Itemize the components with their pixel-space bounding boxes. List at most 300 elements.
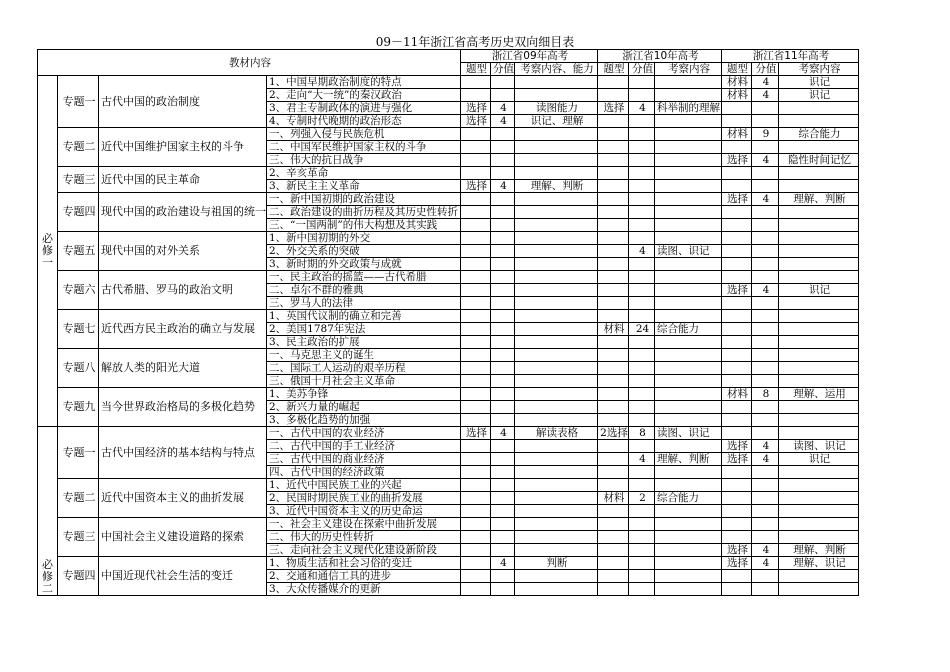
cell-2011-score: 8 xyxy=(752,388,779,401)
cell-2009-type xyxy=(461,154,491,167)
cell-2011-type xyxy=(722,258,752,271)
item-text: 1、近代中国民族工业的兴起 xyxy=(267,479,461,492)
cell-2010-type xyxy=(598,505,629,518)
cell-2011-score xyxy=(752,245,779,258)
item-text: 3、多极化趋势的加强 xyxy=(267,414,461,427)
cell-2010-type xyxy=(598,544,629,557)
cell-2011-content xyxy=(779,518,859,531)
cell-2011-type xyxy=(722,245,752,258)
cell-2010-content xyxy=(655,89,722,102)
cell-2009-score xyxy=(491,128,515,141)
item-text: 一、马克思主义的诞生 xyxy=(267,349,461,362)
cell-2010-score xyxy=(629,479,655,492)
cell-2010-content xyxy=(655,518,722,531)
table-row xyxy=(38,232,859,245)
section-label: 必修二 xyxy=(38,427,58,596)
topic-name: 近代西方民主政治的确立与发展 xyxy=(99,310,267,349)
cell-2011-type xyxy=(722,414,752,427)
cell-2010-type xyxy=(598,557,629,570)
cell-2010-score xyxy=(629,518,655,531)
item-text: 2、走向“大一统”的秦汉政治 xyxy=(267,89,461,102)
cell-2011-score xyxy=(752,492,779,505)
cell-2011-type xyxy=(722,115,752,128)
cell-2011-content xyxy=(779,583,859,596)
cell-2009-type xyxy=(461,349,491,362)
cell-2011-score xyxy=(752,115,779,128)
topic-code: 专题四 xyxy=(58,193,99,232)
cell-2011-type: 材料 xyxy=(722,128,752,141)
cell-2010-score xyxy=(629,388,655,401)
topic-name: 古代中国经济的基本结构与特点 xyxy=(99,427,267,479)
cell-2011-score: 4 xyxy=(752,193,779,206)
cell-2011-type xyxy=(722,505,752,518)
cell-2009-type xyxy=(461,401,491,414)
cell-2009-type xyxy=(461,375,491,388)
cell-2010-type: 2选择 xyxy=(598,427,629,440)
cell-2009-score xyxy=(491,336,515,349)
topic-name: 现代中国的对外关系 xyxy=(99,232,267,271)
cell-2010-content xyxy=(655,115,722,128)
cell-2009-type xyxy=(461,258,491,271)
cell-2011-type xyxy=(722,362,752,375)
item-text: 2、新兴力量的崛起 xyxy=(267,401,461,414)
cell-2009-score xyxy=(491,76,515,89)
topic-name: 近代中国维护国家主权的斗争 xyxy=(99,128,267,167)
cell-2011-content xyxy=(779,141,859,154)
item-text: 3、民主政治的扩展 xyxy=(267,336,461,349)
cell-2010-type xyxy=(598,310,629,323)
cell-2009-score xyxy=(491,89,515,102)
cell-2011-type xyxy=(722,336,752,349)
cell-2011-type xyxy=(722,583,752,596)
cell-2010-score: 24 xyxy=(629,323,655,336)
cell-2010-score xyxy=(629,219,655,232)
cell-2010-score xyxy=(629,284,655,297)
item-text: 一、古代中国的农业经济 xyxy=(267,427,461,440)
cell-2009-content xyxy=(515,284,598,297)
table-row xyxy=(38,128,859,141)
cell-2010-score xyxy=(629,271,655,284)
item-text: 3、新时期的外交政策与成就 xyxy=(267,258,461,271)
cell-2011-content: 隐性时间记忆 xyxy=(779,154,859,167)
item-text: 二、古代中国的手工业经济 xyxy=(267,440,461,453)
item-text: 一、列强入侵与民族危机 xyxy=(267,128,461,141)
item-text: 三、古代中国的商业经济 xyxy=(267,453,461,466)
item-text: 1、新中国初期的外交 xyxy=(267,232,461,245)
cell-2010-score xyxy=(629,258,655,271)
item-text: 一、新中国初期的政治建设 xyxy=(267,193,461,206)
cell-2010-content xyxy=(655,414,722,427)
cell-2009-type xyxy=(461,323,491,336)
cell-2010-content xyxy=(655,232,722,245)
table-row xyxy=(38,479,859,492)
item-text: 二、中国军民维护国家主权的斗争 xyxy=(267,141,461,154)
cell-2011-type: 选择 xyxy=(722,154,752,167)
cell-2010-content xyxy=(655,362,722,375)
topic-code: 专题四 xyxy=(58,557,99,596)
cell-2009-score xyxy=(491,271,515,284)
item-text: 3、君主专制政体的演进与强化 xyxy=(267,102,461,115)
cell-2010-score xyxy=(629,570,655,583)
cell-2010-type xyxy=(598,89,629,102)
topic-name: 中国社会主义建设道路的探索 xyxy=(99,518,267,557)
cell-2009-type xyxy=(461,271,491,284)
cell-2010-type xyxy=(598,245,629,258)
cell-2010-content xyxy=(655,388,722,401)
topic-name: 现代中国的政治建设与祖国的统一 xyxy=(99,193,267,232)
cell-2009-score xyxy=(491,362,515,375)
cell-2009-type xyxy=(461,362,491,375)
cell-2011-type xyxy=(722,271,752,284)
cell-2011-content xyxy=(779,323,859,336)
cell-2010-content xyxy=(655,479,722,492)
group-header-2011: 浙江省11年高考 xyxy=(722,50,859,63)
cell-2011-type xyxy=(722,518,752,531)
cell-2010-content xyxy=(655,583,722,596)
cell-2011-content: 识记 xyxy=(779,89,859,102)
cell-2010-type xyxy=(598,349,629,362)
cell-2011-type xyxy=(722,232,752,245)
cell-2011-content: 理解、识记 xyxy=(779,557,859,570)
cell-2009-content xyxy=(515,518,598,531)
cell-2010-content xyxy=(655,349,722,362)
cell-2010-content xyxy=(655,557,722,570)
item-text: 二、伟大的历史性转折 xyxy=(267,531,461,544)
cell-2011-content xyxy=(779,401,859,414)
cell-2011-type xyxy=(722,206,752,219)
cell-2009-score xyxy=(491,245,515,258)
content-header: 教材内容 xyxy=(38,50,461,76)
cell-2009-type: 选择 xyxy=(461,180,491,193)
cell-2010-type xyxy=(598,258,629,271)
cell-2010-content: 综合能力 xyxy=(655,492,722,505)
cell-2009-score xyxy=(491,297,515,310)
cell-2011-type: 材料 xyxy=(722,89,752,102)
cell-2010-type xyxy=(598,414,629,427)
cell-2009-score xyxy=(491,440,515,453)
topic-name: 古代中国的政治制度 xyxy=(99,76,267,128)
cell-2011-content xyxy=(779,258,859,271)
cell-2009-type xyxy=(461,544,491,557)
item-text: 二、国际工人运动的艰辛历程 xyxy=(267,362,461,375)
cell-2009-content xyxy=(515,141,598,154)
cell-2011-score xyxy=(752,167,779,180)
cell-2011-content xyxy=(779,245,859,258)
cell-2009-content xyxy=(515,76,598,89)
cell-2010-type xyxy=(598,453,629,466)
cell-2010-type xyxy=(598,271,629,284)
cell-2011-score xyxy=(752,570,779,583)
cell-2009-type: 选择 xyxy=(461,102,491,115)
cell-2011-content xyxy=(779,167,859,180)
cell-2009-content: 理解、判断 xyxy=(515,180,598,193)
cell-2009-content xyxy=(515,271,598,284)
item-text: 一、社会主义建设在探索中曲折发展 xyxy=(267,518,461,531)
cell-2009-score xyxy=(491,323,515,336)
cell-2010-content: 读图、识记 xyxy=(655,427,722,440)
topic-code: 专题三 xyxy=(58,167,99,193)
cell-2009-content xyxy=(515,414,598,427)
cell-2010-type xyxy=(598,232,629,245)
cell-2009-type xyxy=(461,453,491,466)
cell-2009-score xyxy=(491,141,515,154)
cell-2009-type: 选择 xyxy=(461,427,491,440)
topic-code: 专题一 xyxy=(58,76,99,128)
cell-2009-content xyxy=(515,206,598,219)
cell-2010-content xyxy=(655,180,722,193)
cell-2009-content xyxy=(515,167,598,180)
table-row xyxy=(38,193,859,206)
cell-2011-type xyxy=(722,219,752,232)
cell-2009-content xyxy=(515,89,598,102)
header-row-groups xyxy=(38,50,859,63)
cell-2009-score xyxy=(491,531,515,544)
cell-2011-score xyxy=(752,414,779,427)
page-title: 09－11年浙江省高考历史双向细目表 xyxy=(375,35,575,49)
item-text: 3、新民主主义革命 xyxy=(267,180,461,193)
cell-2009-score xyxy=(491,375,515,388)
cell-2010-content xyxy=(655,284,722,297)
cell-2010-score: 8 xyxy=(629,427,655,440)
item-text: 2、交通和通信工具的进步 xyxy=(267,570,461,583)
cell-2010-content xyxy=(655,258,722,271)
cell-2011-score xyxy=(752,102,779,115)
cell-2010-content xyxy=(655,310,722,323)
table-row xyxy=(38,271,859,284)
item-text: 2、美国1787年宪法 xyxy=(267,323,461,336)
cell-2009-content xyxy=(515,310,598,323)
cell-2010-score xyxy=(629,414,655,427)
cell-2009-type xyxy=(461,440,491,453)
cell-2010-type xyxy=(598,154,629,167)
cell-2010-content xyxy=(655,505,722,518)
cell-2010-type: 材料 xyxy=(598,323,629,336)
cell-2009-content xyxy=(515,531,598,544)
cell-2011-score xyxy=(752,310,779,323)
cell-2011-content: 综合能力 xyxy=(779,128,859,141)
cell-2009-type xyxy=(461,570,491,583)
cell-2011-content xyxy=(779,375,859,388)
cell-2009-type xyxy=(461,232,491,245)
table-row xyxy=(38,518,859,531)
cell-2009-type xyxy=(461,492,491,505)
topic-code: 专题一 xyxy=(58,427,99,479)
cell-2009-type xyxy=(461,388,491,401)
cell-2009-type xyxy=(461,284,491,297)
cell-2011-content xyxy=(779,414,859,427)
cell-2010-type xyxy=(598,141,629,154)
cell-2011-type xyxy=(722,531,752,544)
cell-2009-content xyxy=(515,154,598,167)
cell-2010-score xyxy=(629,297,655,310)
item-text: 三、罗马人的法律 xyxy=(267,297,461,310)
cell-2009-type xyxy=(461,518,491,531)
cell-2009-score xyxy=(491,518,515,531)
cell-2011-content xyxy=(779,206,859,219)
col-header-2011-content: 考察内容 xyxy=(779,63,859,76)
cell-2010-content xyxy=(655,401,722,414)
cell-2011-content xyxy=(779,466,859,479)
cell-2009-score xyxy=(491,349,515,362)
topic-name: 解放人类的阳光大道 xyxy=(99,349,267,388)
cell-2011-type: 选择 xyxy=(722,544,752,557)
cell-2011-type xyxy=(722,141,752,154)
item-text: 4、专制时代晚期的政治形态 xyxy=(267,115,461,128)
cell-2009-score xyxy=(491,206,515,219)
topic-code: 专题三 xyxy=(58,518,99,557)
cell-2010-content xyxy=(655,531,722,544)
item-text: 二、卓尔不群的雅典 xyxy=(267,284,461,297)
cell-2009-content: 解读表格 xyxy=(515,427,598,440)
cell-2011-type: 选择 xyxy=(722,453,752,466)
cell-2011-content xyxy=(779,232,859,245)
cell-2010-score xyxy=(629,89,655,102)
cell-2011-score xyxy=(752,271,779,284)
cell-2009-score xyxy=(491,193,515,206)
cell-2009-type xyxy=(461,206,491,219)
cell-2011-score: 9 xyxy=(752,128,779,141)
table-row xyxy=(38,349,859,362)
cell-2010-score xyxy=(629,466,655,479)
item-text: 3、大众传播媒介的更新 xyxy=(267,583,461,596)
cell-2011-content xyxy=(779,219,859,232)
cell-2010-type xyxy=(598,583,629,596)
cell-2009-type xyxy=(461,310,491,323)
item-text: 1、美苏争锋 xyxy=(267,388,461,401)
col-header-2009-type: 题型 xyxy=(461,63,491,76)
cell-2009-score xyxy=(491,505,515,518)
cell-2010-score xyxy=(629,544,655,557)
cell-2011-type xyxy=(722,492,752,505)
cell-2011-content: 理解、判断 xyxy=(779,193,859,206)
group-header-2009: 浙江省09年高考 xyxy=(461,50,598,63)
cell-2009-content xyxy=(515,128,598,141)
cell-2009-type xyxy=(461,89,491,102)
cell-2010-content xyxy=(655,193,722,206)
cell-2011-type xyxy=(722,427,752,440)
cell-2009-score xyxy=(491,583,515,596)
cell-2009-type xyxy=(461,505,491,518)
table-row xyxy=(38,76,859,89)
cell-2011-content xyxy=(779,505,859,518)
cell-2011-content: 识记 xyxy=(779,284,859,297)
cell-2009-type xyxy=(461,128,491,141)
cell-2011-score: 4 xyxy=(752,154,779,167)
cell-2010-score xyxy=(629,401,655,414)
cell-2011-score xyxy=(752,479,779,492)
cell-2010-content xyxy=(655,297,722,310)
cell-2009-content xyxy=(515,297,598,310)
col-header-2009-score: 分值 xyxy=(491,63,515,76)
cell-2011-score: 4 xyxy=(752,284,779,297)
cell-2010-content xyxy=(655,128,722,141)
cell-2009-content: 判断 xyxy=(515,557,598,570)
cell-2009-score xyxy=(491,479,515,492)
cell-2011-score xyxy=(752,531,779,544)
cell-2011-content: 理解、判断 xyxy=(779,544,859,557)
item-text: 三、走向社会主义现代化建设新阶段 xyxy=(267,544,461,557)
section-label: 必修一 xyxy=(38,76,58,427)
group-header-2010: 浙江省10年高考 xyxy=(598,50,722,63)
cell-2011-content xyxy=(779,427,859,440)
cell-2009-type xyxy=(461,583,491,596)
cell-2009-score xyxy=(491,258,515,271)
topic-code: 专题六 xyxy=(58,271,99,310)
topic-name: 当今世界政治格局的多极化趋势 xyxy=(99,388,267,427)
cell-2011-score xyxy=(752,180,779,193)
col-header-2010-type: 题型 xyxy=(598,63,629,76)
cell-2011-score xyxy=(752,206,779,219)
col-header-2011-score: 分值 xyxy=(752,63,779,76)
cell-2009-score xyxy=(491,219,515,232)
cell-2010-score: 2 xyxy=(629,492,655,505)
table-row xyxy=(38,167,859,180)
cell-2011-score xyxy=(752,375,779,388)
cell-2010-type: 选择 xyxy=(598,102,629,115)
cell-2011-score xyxy=(752,258,779,271)
cell-2010-type xyxy=(598,479,629,492)
table-row xyxy=(38,557,859,570)
cell-2010-type xyxy=(598,570,629,583)
cell-2011-type xyxy=(722,310,752,323)
cell-2009-score: 4 xyxy=(491,557,515,570)
cell-2010-type xyxy=(598,206,629,219)
cell-2009-score: 4 xyxy=(491,180,515,193)
cell-2009-content xyxy=(515,466,598,479)
cell-2009-type xyxy=(461,297,491,310)
cell-2009-score xyxy=(491,401,515,414)
cell-2009-type xyxy=(461,193,491,206)
table-row xyxy=(38,388,859,401)
item-text: 一、民主政治的摇篮——古代希腊 xyxy=(267,271,461,284)
cell-2009-content xyxy=(515,232,598,245)
cell-2010-type xyxy=(598,219,629,232)
cell-2009-content xyxy=(515,453,598,466)
cell-2011-score xyxy=(752,401,779,414)
col-header-2009-content: 考察内容、能力 xyxy=(515,63,598,76)
cell-2009-content xyxy=(515,479,598,492)
topic-code: 专题八 xyxy=(58,349,99,388)
item-text: 三、“一国两制”的伟大构想及其实践 xyxy=(267,219,461,232)
cell-2011-score xyxy=(752,141,779,154)
cell-2009-content xyxy=(515,362,598,375)
item-text: 三、俄国十月社会主义革命 xyxy=(267,375,461,388)
cell-2010-score xyxy=(629,375,655,388)
cell-2009-score xyxy=(491,453,515,466)
cell-2010-content: 科举制的理解 xyxy=(655,102,722,115)
cell-2011-score xyxy=(752,232,779,245)
cell-2011-content xyxy=(779,531,859,544)
cell-2011-content xyxy=(779,180,859,193)
cell-2009-content: 识记、理解 xyxy=(515,115,598,128)
cell-2011-content: 读图、识记 xyxy=(779,440,859,453)
col-header-2010-score: 分值 xyxy=(629,63,655,76)
topic-name: 近代中国的民主革命 xyxy=(99,167,267,193)
cell-2010-score xyxy=(629,505,655,518)
topic-code: 专题七 xyxy=(58,310,99,349)
cell-2009-content xyxy=(515,440,598,453)
cell-2010-content xyxy=(655,76,722,89)
cell-2009-score xyxy=(491,167,515,180)
cell-2010-content: 综合能力 xyxy=(655,323,722,336)
cell-2011-score xyxy=(752,297,779,310)
item-text: 3、近代中国资本主义的历史命运 xyxy=(267,505,461,518)
cell-2010-type xyxy=(598,375,629,388)
cell-2011-score xyxy=(752,427,779,440)
cell-2011-type: 选择 xyxy=(722,284,752,297)
cell-2010-type xyxy=(598,362,629,375)
cell-2010-type xyxy=(598,518,629,531)
